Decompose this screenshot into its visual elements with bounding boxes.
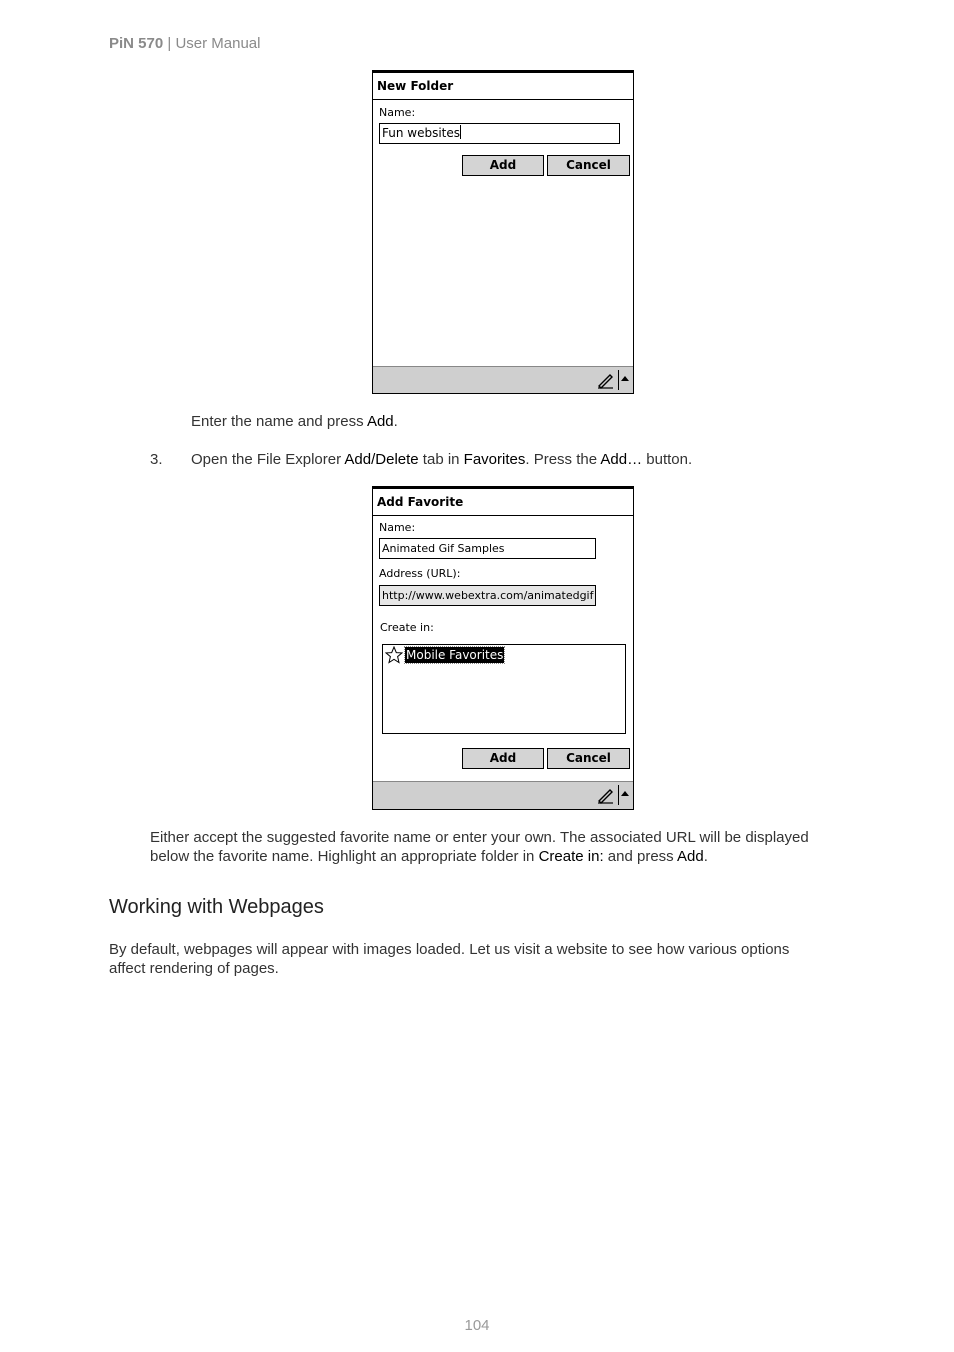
star-icon (385, 646, 403, 664)
caption-text: Enter the name and press (191, 413, 367, 430)
folder-name-input[interactable] (379, 123, 620, 144)
running-header (109, 35, 260, 52)
folder-item-mobile-favorites[interactable]: Mobile Favorites (406, 648, 504, 662)
dialog-title: Add Favorite (377, 495, 464, 509)
ui-term-add-ellipsis: Add… (600, 451, 643, 468)
url-label: Address (URL): (379, 567, 461, 580)
create-in-label: Create in: (380, 621, 434, 634)
text-caret (460, 125, 461, 139)
caption-text: below the favorite name. Highlight an appropriate folder in (150, 848, 539, 865)
ui-term-add-delete: Add/Delete (344, 451, 419, 468)
bar-separator (618, 370, 619, 390)
body-line-1: By default, webpages will appear with images loaded. Let us visit a website to see how various options (109, 941, 790, 958)
section-body (109, 940, 849, 978)
caption-period: . (393, 413, 398, 430)
dialog-top-border (373, 487, 633, 489)
url-input[interactable] (379, 585, 596, 606)
dialog-title: New Folder (377, 79, 454, 93)
favorite-name-input[interactable] (379, 538, 596, 559)
pen-icon[interactable] (597, 786, 615, 804)
add-favorite-dialog (372, 486, 634, 810)
arrow-up-icon[interactable] (621, 791, 629, 796)
step-text: tab in (418, 451, 464, 468)
header-separator: | (163, 35, 176, 52)
input-panel-bar (373, 366, 633, 393)
ui-term-favorites: Favorites (463, 451, 526, 468)
ui-term-add: Add (677, 848, 704, 865)
folder-name-value: Fun websites (382, 126, 461, 140)
caption-accept-favorite (150, 828, 850, 866)
favorite-name-value: Animated Gif Samples (382, 542, 505, 555)
name-label: Name: (379, 521, 416, 534)
new-folder-dialog (372, 70, 634, 394)
brand-name: PiN 570 (109, 35, 164, 52)
arrow-up-icon[interactable] (621, 376, 629, 381)
title-divider (373, 99, 633, 100)
cancel-button[interactable]: Cancel (547, 155, 630, 176)
step-text: button. (642, 451, 693, 468)
ui-term-create-in: Create in: (538, 848, 604, 865)
caption-period: . (703, 848, 708, 865)
bar-separator (618, 785, 619, 805)
page-number: 104 (464, 1317, 490, 1334)
body-line-2: affect rendering of pages. (109, 960, 279, 977)
name-label: Name: (379, 106, 416, 119)
step-3-text (191, 450, 692, 469)
add-button[interactable]: Add (462, 748, 544, 769)
step-text: Open the File Explorer (191, 451, 345, 468)
add-button[interactable]: Add (462, 155, 544, 176)
caption-enter-name (191, 412, 398, 431)
title-divider (373, 515, 633, 516)
dialog-top-border (373, 71, 633, 73)
step-number: 3. (150, 451, 163, 468)
pen-icon[interactable] (597, 371, 615, 389)
cancel-button[interactable]: Cancel (547, 748, 630, 769)
input-panel-bar (373, 781, 633, 809)
caption-line-2 (150, 847, 850, 866)
caption-line-1: Either accept the suggested favorite name or enter your own. The associated URL will be displayed (150, 829, 809, 846)
url-value: http://www.webextra.com/animatedgif (382, 589, 594, 602)
manual-title: User Manual (175, 35, 261, 52)
section-heading: Working with Webpages (109, 896, 324, 918)
folder-listbox[interactable] (382, 644, 626, 734)
step-text: . Press the (525, 451, 601, 468)
ui-term-add: Add (366, 413, 394, 430)
caption-text: and press (603, 848, 678, 865)
